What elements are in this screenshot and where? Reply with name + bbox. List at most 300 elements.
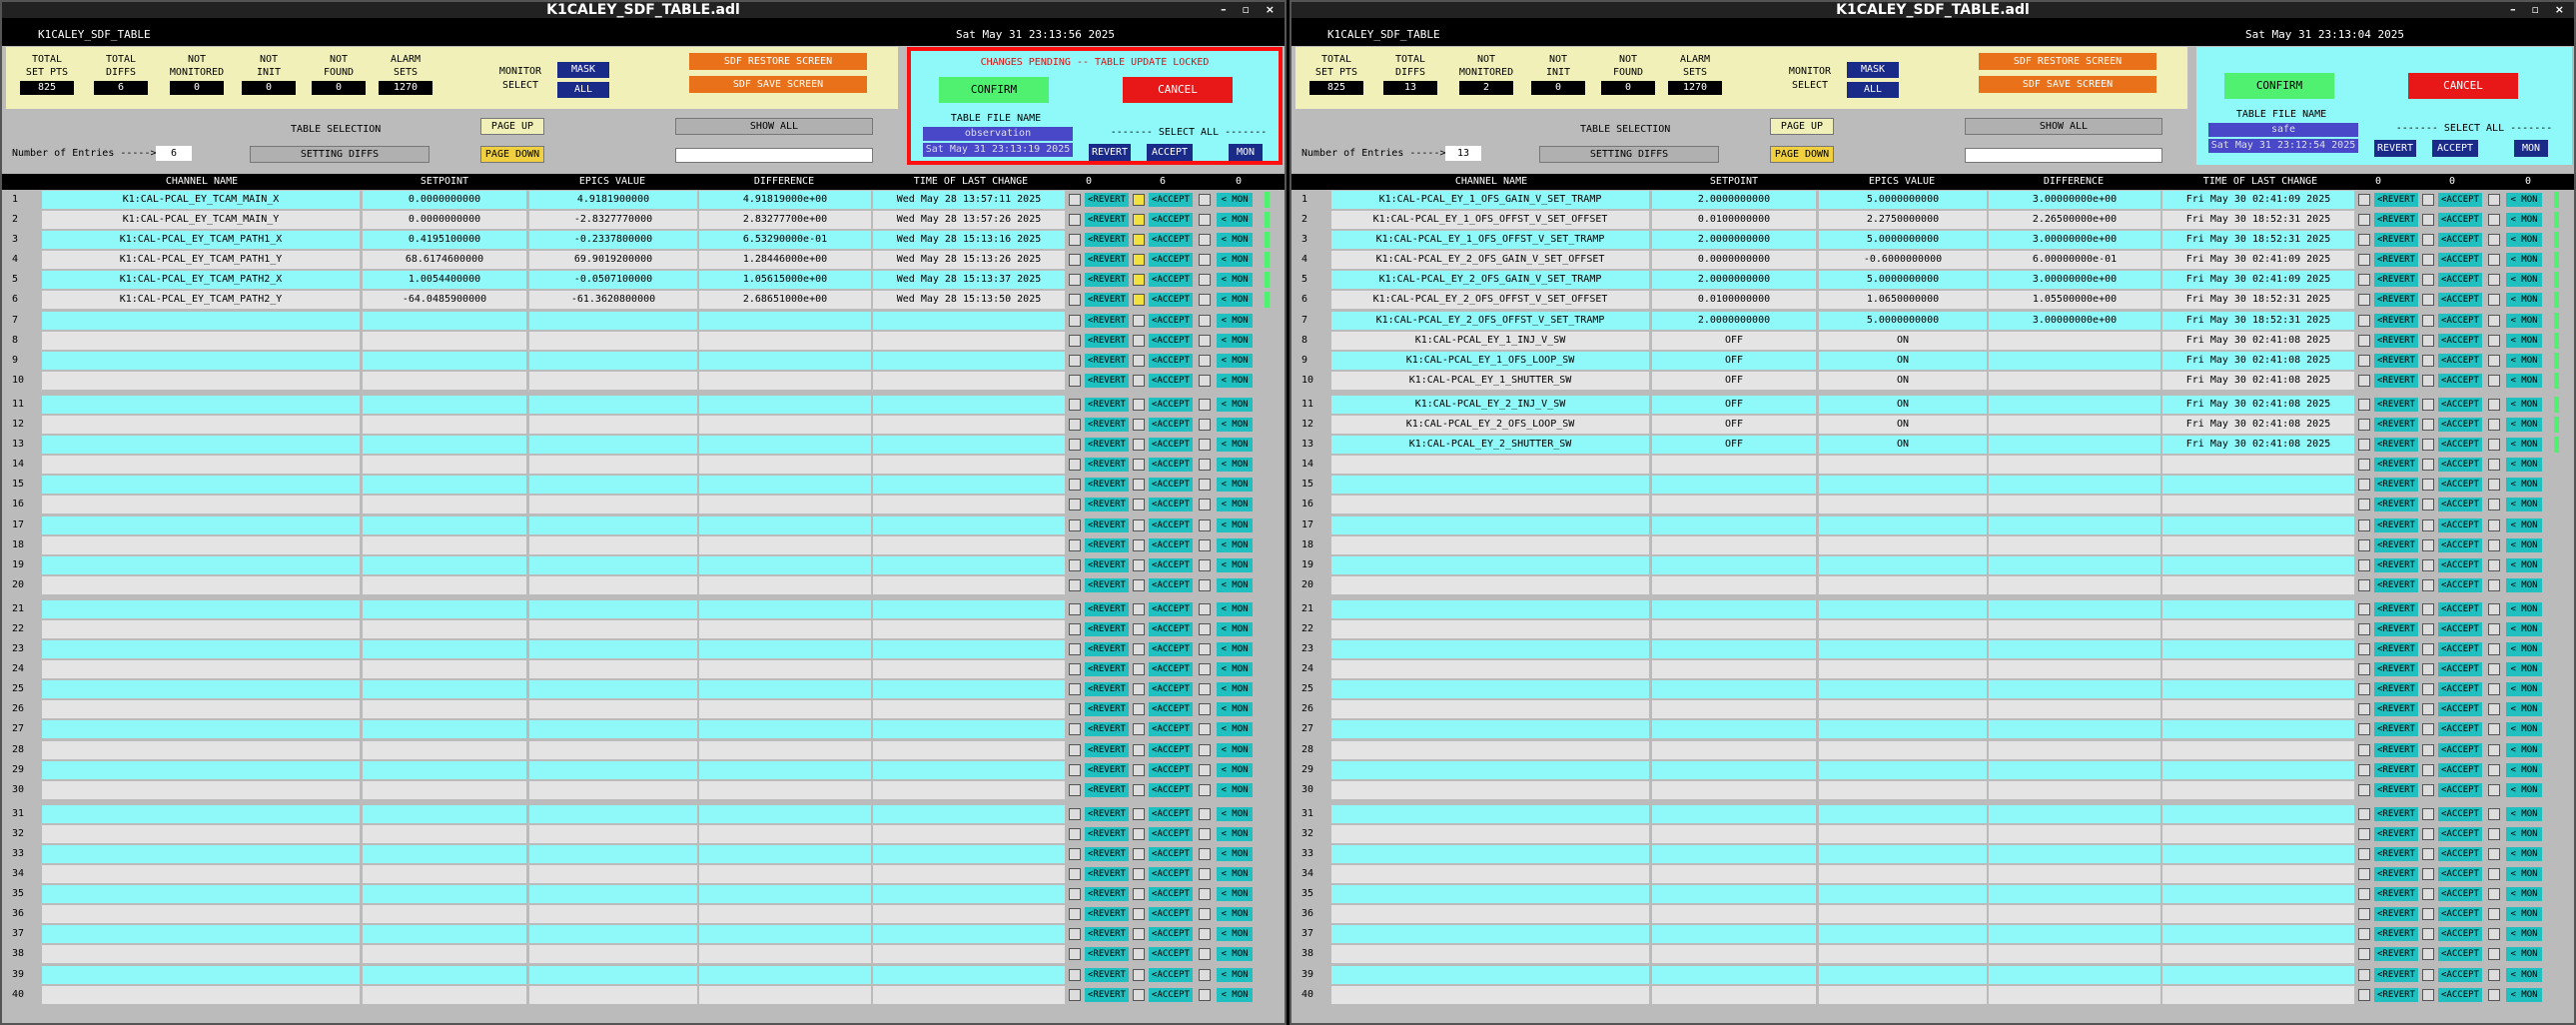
mon-checkbox[interactable] bbox=[2488, 439, 2500, 451]
mon-row-button[interactable]: < MON bbox=[1217, 314, 1253, 328]
accept-row-button[interactable]: <ACCEPT bbox=[2438, 418, 2482, 432]
accept-row-button[interactable]: <ACCEPT bbox=[1149, 314, 1193, 328]
accept-row-button[interactable]: <ACCEPT bbox=[1149, 538, 1193, 552]
mon-checkbox[interactable] bbox=[1199, 643, 1211, 655]
revert-row-button[interactable]: <REVERT bbox=[2374, 398, 2418, 412]
accept-checkbox[interactable] bbox=[1133, 539, 1145, 551]
accept-row-button[interactable]: <ACCEPT bbox=[2438, 538, 2482, 552]
mon-checkbox[interactable] bbox=[2488, 928, 2500, 940]
accept-checkbox[interactable] bbox=[1133, 703, 1145, 715]
revert-checkbox[interactable] bbox=[1069, 274, 1081, 286]
accept-checkbox[interactable] bbox=[2422, 928, 2434, 940]
revert-row-button[interactable]: <REVERT bbox=[2374, 578, 2418, 592]
revert-row-button[interactable]: <REVERT bbox=[2374, 907, 2418, 921]
accept-row-button[interactable]: <ACCEPT bbox=[1149, 193, 1193, 207]
revert-row-button[interactable]: <REVERT bbox=[1085, 907, 1129, 921]
accept-row-button[interactable]: <ACCEPT bbox=[1149, 334, 1193, 348]
mon-checkbox[interactable] bbox=[2488, 623, 2500, 635]
accept-row-button[interactable]: <ACCEPT bbox=[1149, 213, 1193, 227]
revert-checkbox[interactable] bbox=[2358, 399, 2370, 411]
revert-checkbox[interactable] bbox=[1069, 623, 1081, 635]
mon-row-button[interactable]: < MON bbox=[2506, 213, 2542, 227]
accept-checkbox[interactable] bbox=[2422, 375, 2434, 387]
sdf-restore-button[interactable]: SDF RESTORE SCREEN bbox=[1979, 53, 2156, 70]
revert-row-button[interactable]: <REVERT bbox=[1085, 642, 1129, 656]
accept-checkbox[interactable] bbox=[2422, 623, 2434, 635]
mon-row-button[interactable]: < MON bbox=[2506, 682, 2542, 696]
accept-checkbox[interactable] bbox=[2422, 888, 2434, 900]
accept-row-button[interactable]: <ACCEPT bbox=[2438, 398, 2482, 412]
mon-checkbox[interactable] bbox=[1199, 683, 1211, 695]
accept-checkbox[interactable] bbox=[2422, 848, 2434, 860]
revert-row-button[interactable]: <REVERT bbox=[1085, 602, 1129, 616]
mon-row-button[interactable]: < MON bbox=[1217, 438, 1253, 452]
revert-checkbox[interactable] bbox=[2358, 989, 2370, 1001]
mon-row-button[interactable]: < MON bbox=[1217, 783, 1253, 797]
accept-checkbox[interactable] bbox=[2422, 744, 2434, 756]
revert-row-button[interactable]: <REVERT bbox=[2374, 662, 2418, 676]
revert-checkbox[interactable] bbox=[1069, 928, 1081, 940]
revert-checkbox[interactable] bbox=[2358, 375, 2370, 387]
mon-checkbox[interactable] bbox=[1199, 194, 1211, 206]
revert-checkbox[interactable] bbox=[2358, 808, 2370, 820]
accept-row-button[interactable]: <ACCEPT bbox=[1149, 988, 1193, 1002]
table-selection-dropdown[interactable]: SETTING DIFFS bbox=[250, 146, 429, 163]
revert-row-button[interactable]: <REVERT bbox=[2374, 827, 2418, 841]
accept-row-button[interactable]: <ACCEPT bbox=[1149, 827, 1193, 841]
revert-row-button[interactable]: <REVERT bbox=[1085, 887, 1129, 901]
revert-checkbox[interactable] bbox=[2358, 948, 2370, 960]
mon-row-button[interactable]: < MON bbox=[2506, 418, 2542, 432]
accept-row-button[interactable]: <ACCEPT bbox=[2438, 622, 2482, 636]
mon-row-button[interactable]: < MON bbox=[1217, 578, 1253, 592]
mon-checkbox[interactable] bbox=[2488, 234, 2500, 246]
mask-button[interactable]: MASK bbox=[557, 62, 609, 78]
revert-checkbox[interactable] bbox=[2358, 723, 2370, 735]
mon-checkbox[interactable] bbox=[1199, 868, 1211, 880]
revert-checkbox[interactable] bbox=[1069, 603, 1081, 615]
cancel-button[interactable]: CANCEL bbox=[2408, 73, 2518, 99]
accept-row-button[interactable]: <ACCEPT bbox=[2438, 273, 2482, 287]
mon-checkbox[interactable] bbox=[1199, 848, 1211, 860]
mon-checkbox[interactable] bbox=[1199, 908, 1211, 920]
revert-checkbox[interactable] bbox=[1069, 254, 1081, 266]
revert-checkbox[interactable] bbox=[1069, 315, 1081, 327]
select-all-accept-button[interactable]: ACCEPT bbox=[2432, 140, 2478, 157]
accept-checkbox[interactable] bbox=[2422, 315, 2434, 327]
mon-row-button[interactable]: < MON bbox=[1217, 722, 1253, 736]
accept-row-button[interactable]: <ACCEPT bbox=[1149, 702, 1193, 716]
mon-checkbox[interactable] bbox=[1199, 559, 1211, 571]
revert-row-button[interactable]: <REVERT bbox=[1085, 558, 1129, 572]
accept-checkbox[interactable] bbox=[2422, 683, 2434, 695]
revert-row-button[interactable]: <REVERT bbox=[1085, 783, 1129, 797]
accept-checkbox[interactable] bbox=[1133, 399, 1145, 411]
revert-checkbox[interactable] bbox=[2358, 623, 2370, 635]
mon-row-button[interactable]: < MON bbox=[1217, 478, 1253, 492]
mon-checkbox[interactable] bbox=[1199, 335, 1211, 347]
mon-checkbox[interactable] bbox=[1199, 989, 1211, 1001]
mon-row-button[interactable]: < MON bbox=[1217, 622, 1253, 636]
revert-row-button[interactable]: <REVERT bbox=[2374, 213, 2418, 227]
revert-row-button[interactable]: <REVERT bbox=[1085, 722, 1129, 736]
mon-row-button[interactable]: < MON bbox=[2506, 702, 2542, 716]
accept-checkbox[interactable] bbox=[2422, 808, 2434, 820]
accept-row-button[interactable]: <ACCEPT bbox=[1149, 374, 1193, 388]
mon-checkbox[interactable] bbox=[1199, 764, 1211, 776]
revert-row-button[interactable]: <REVERT bbox=[2374, 947, 2418, 961]
accept-checkbox[interactable] bbox=[1133, 335, 1145, 347]
accept-checkbox[interactable] bbox=[2422, 355, 2434, 367]
accept-row-button[interactable]: <ACCEPT bbox=[1149, 622, 1193, 636]
accept-checkbox[interactable] bbox=[1133, 744, 1145, 756]
revert-row-button[interactable]: <REVERT bbox=[2374, 988, 2418, 1002]
accept-checkbox[interactable] bbox=[2422, 828, 2434, 840]
revert-checkbox[interactable] bbox=[2358, 908, 2370, 920]
revert-row-button[interactable]: <REVERT bbox=[2374, 374, 2418, 388]
mon-row-button[interactable]: < MON bbox=[1217, 538, 1253, 552]
revert-checkbox[interactable] bbox=[1069, 539, 1081, 551]
accept-row-button[interactable]: <ACCEPT bbox=[2438, 763, 2482, 777]
show-all-dropdown[interactable]: SHOW ALL bbox=[1965, 118, 2162, 135]
revert-row-button[interactable]: <REVERT bbox=[2374, 602, 2418, 616]
accept-checkbox[interactable] bbox=[1133, 194, 1145, 206]
revert-row-button[interactable]: <REVERT bbox=[2374, 927, 2418, 941]
revert-checkbox[interactable] bbox=[1069, 214, 1081, 226]
filter-input[interactable] bbox=[675, 148, 873, 163]
revert-checkbox[interactable] bbox=[2358, 519, 2370, 531]
revert-checkbox[interactable] bbox=[1069, 969, 1081, 981]
accept-checkbox[interactable] bbox=[2422, 439, 2434, 451]
mon-row-button[interactable]: < MON bbox=[2506, 293, 2542, 307]
accept-checkbox[interactable] bbox=[1133, 723, 1145, 735]
revert-checkbox[interactable] bbox=[1069, 519, 1081, 531]
accept-checkbox[interactable] bbox=[2422, 723, 2434, 735]
mon-row-button[interactable]: < MON bbox=[2506, 602, 2542, 616]
revert-row-button[interactable]: <REVERT bbox=[1085, 538, 1129, 552]
revert-row-button[interactable]: <REVERT bbox=[1085, 927, 1129, 941]
accept-row-button[interactable]: <ACCEPT bbox=[1149, 847, 1193, 861]
revert-row-button[interactable]: <REVERT bbox=[1085, 498, 1129, 512]
revert-checkbox[interactable] bbox=[2358, 479, 2370, 491]
mon-checkbox[interactable] bbox=[2488, 663, 2500, 675]
mon-checkbox[interactable] bbox=[2488, 744, 2500, 756]
accept-row-button[interactable]: <ACCEPT bbox=[2438, 233, 2482, 247]
accept-checkbox[interactable] bbox=[1133, 663, 1145, 675]
revert-checkbox[interactable] bbox=[1069, 355, 1081, 367]
accept-checkbox[interactable] bbox=[1133, 683, 1145, 695]
mon-checkbox[interactable] bbox=[2488, 989, 2500, 1001]
page-up-button[interactable]: PAGE UP bbox=[1770, 118, 1834, 135]
revert-checkbox[interactable] bbox=[2358, 663, 2370, 675]
revert-row-button[interactable]: <REVERT bbox=[1085, 807, 1129, 821]
mon-row-button[interactable]: < MON bbox=[2506, 578, 2542, 592]
revert-row-button[interactable]: <REVERT bbox=[1085, 398, 1129, 412]
revert-row-button[interactable]: <REVERT bbox=[2374, 968, 2418, 982]
accept-row-button[interactable]: <ACCEPT bbox=[1149, 293, 1193, 307]
accept-row-button[interactable]: <ACCEPT bbox=[1149, 722, 1193, 736]
accept-row-button[interactable]: <ACCEPT bbox=[2438, 722, 2482, 736]
accept-checkbox[interactable] bbox=[1133, 375, 1145, 387]
mon-checkbox[interactable] bbox=[1199, 274, 1211, 286]
mon-row-button[interactable]: < MON bbox=[1217, 558, 1253, 572]
revert-row-button[interactable]: <REVERT bbox=[2374, 334, 2418, 348]
accept-row-button[interactable]: <ACCEPT bbox=[1149, 763, 1193, 777]
revert-row-button[interactable]: <REVERT bbox=[2374, 354, 2418, 368]
revert-checkbox[interactable] bbox=[1069, 643, 1081, 655]
accept-checkbox[interactable] bbox=[1133, 459, 1145, 471]
accept-checkbox[interactable] bbox=[1133, 928, 1145, 940]
select-all-mon-button[interactable]: MON bbox=[1229, 144, 1263, 161]
accept-row-button[interactable]: <ACCEPT bbox=[1149, 968, 1193, 982]
revert-row-button[interactable]: <REVERT bbox=[1085, 354, 1129, 368]
cancel-button[interactable]: CANCEL bbox=[1123, 77, 1233, 103]
revert-row-button[interactable]: <REVERT bbox=[1085, 743, 1129, 757]
mon-checkbox[interactable] bbox=[2488, 723, 2500, 735]
mon-row-button[interactable]: < MON bbox=[1217, 374, 1253, 388]
accept-row-button[interactable]: <ACCEPT bbox=[2438, 438, 2482, 452]
revert-checkbox[interactable] bbox=[1069, 375, 1081, 387]
accept-row-button[interactable]: <ACCEPT bbox=[2438, 927, 2482, 941]
accept-row-button[interactable]: <ACCEPT bbox=[2438, 682, 2482, 696]
accept-checkbox[interactable] bbox=[2422, 764, 2434, 776]
select-all-mon-button[interactable]: MON bbox=[2514, 140, 2548, 157]
revert-row-button[interactable]: <REVERT bbox=[2374, 458, 2418, 472]
accept-row-button[interactable]: <ACCEPT bbox=[1149, 947, 1193, 961]
accept-row-button[interactable]: <ACCEPT bbox=[2438, 702, 2482, 716]
revert-row-button[interactable]: <REVERT bbox=[1085, 682, 1129, 696]
accept-row-button[interactable]: <ACCEPT bbox=[1149, 273, 1193, 287]
mon-checkbox[interactable] bbox=[1199, 969, 1211, 981]
mon-checkbox[interactable] bbox=[1199, 928, 1211, 940]
accept-row-button[interactable]: <ACCEPT bbox=[1149, 682, 1193, 696]
revert-checkbox[interactable] bbox=[2358, 315, 2370, 327]
mon-row-button[interactable]: < MON bbox=[1217, 518, 1253, 532]
select-all-accept-button[interactable]: ACCEPT bbox=[1147, 144, 1193, 161]
revert-checkbox[interactable] bbox=[1069, 723, 1081, 735]
accept-row-button[interactable]: <ACCEPT bbox=[2438, 743, 2482, 757]
mon-row-button[interactable]: < MON bbox=[2506, 642, 2542, 656]
revert-checkbox[interactable] bbox=[2358, 603, 2370, 615]
accept-row-button[interactable]: <ACCEPT bbox=[2438, 827, 2482, 841]
revert-row-button[interactable]: <REVERT bbox=[1085, 662, 1129, 676]
accept-checkbox[interactable] bbox=[2422, 399, 2434, 411]
accept-row-button[interactable]: <ACCEPT bbox=[1149, 518, 1193, 532]
mon-row-button[interactable]: < MON bbox=[2506, 622, 2542, 636]
revert-checkbox[interactable] bbox=[2358, 355, 2370, 367]
revert-row-button[interactable]: <REVERT bbox=[2374, 518, 2418, 532]
mon-row-button[interactable]: < MON bbox=[1217, 253, 1253, 267]
mon-checkbox[interactable] bbox=[1199, 744, 1211, 756]
revert-row-button[interactable]: <REVERT bbox=[1085, 193, 1129, 207]
revert-checkbox[interactable] bbox=[2358, 459, 2370, 471]
revert-row-button[interactable]: <REVERT bbox=[2374, 722, 2418, 736]
mon-row-button[interactable]: < MON bbox=[2506, 867, 2542, 881]
revert-checkbox[interactable] bbox=[1069, 784, 1081, 796]
mon-checkbox[interactable] bbox=[1199, 703, 1211, 715]
revert-row-button[interactable]: <REVERT bbox=[1085, 947, 1129, 961]
accept-row-button[interactable]: <ACCEPT bbox=[2438, 867, 2482, 881]
mon-checkbox[interactable] bbox=[2488, 375, 2500, 387]
mon-checkbox[interactable] bbox=[1199, 603, 1211, 615]
mon-row-button[interactable]: < MON bbox=[2506, 498, 2542, 512]
mon-checkbox[interactable] bbox=[2488, 214, 2500, 226]
mon-row-button[interactable]: < MON bbox=[1217, 662, 1253, 676]
revert-row-button[interactable]: <REVERT bbox=[1085, 578, 1129, 592]
accept-checkbox[interactable] bbox=[1133, 868, 1145, 880]
accept-row-button[interactable]: <ACCEPT bbox=[2438, 887, 2482, 901]
revert-checkbox[interactable] bbox=[1069, 908, 1081, 920]
revert-row-button[interactable]: <REVERT bbox=[1085, 334, 1129, 348]
revert-checkbox[interactable] bbox=[2358, 419, 2370, 431]
revert-checkbox[interactable] bbox=[2358, 294, 2370, 306]
mon-row-button[interactable]: < MON bbox=[1217, 867, 1253, 881]
accept-row-button[interactable]: <ACCEPT bbox=[2438, 988, 2482, 1002]
accept-checkbox[interactable] bbox=[2422, 274, 2434, 286]
accept-row-button[interactable]: <ACCEPT bbox=[2438, 253, 2482, 267]
table-selection-dropdown[interactable]: SETTING DIFFS bbox=[1539, 146, 1719, 163]
accept-checkbox[interactable] bbox=[1133, 559, 1145, 571]
mon-checkbox[interactable] bbox=[2488, 703, 2500, 715]
all-button[interactable]: ALL bbox=[557, 82, 609, 98]
accept-checkbox[interactable] bbox=[1133, 439, 1145, 451]
accept-checkbox[interactable] bbox=[1133, 603, 1145, 615]
accept-checkbox[interactable] bbox=[2422, 419, 2434, 431]
accept-checkbox[interactable] bbox=[1133, 908, 1145, 920]
mon-row-button[interactable]: < MON bbox=[2506, 253, 2542, 267]
accept-row-button[interactable]: <ACCEPT bbox=[2438, 907, 2482, 921]
revert-row-button[interactable]: <REVERT bbox=[1085, 314, 1129, 328]
select-all-revert-button[interactable]: REVERT bbox=[2374, 140, 2416, 157]
mon-checkbox[interactable] bbox=[1199, 479, 1211, 491]
revert-checkbox[interactable] bbox=[1069, 234, 1081, 246]
mon-row-button[interactable]: < MON bbox=[2506, 398, 2542, 412]
mon-row-button[interactable]: < MON bbox=[2506, 907, 2542, 921]
mask-button[interactable]: MASK bbox=[1847, 62, 1899, 78]
mon-row-button[interactable]: < MON bbox=[1217, 682, 1253, 696]
mon-checkbox[interactable] bbox=[1199, 519, 1211, 531]
accept-row-button[interactable]: <ACCEPT bbox=[2438, 374, 2482, 388]
mon-checkbox[interactable] bbox=[1199, 723, 1211, 735]
mon-row-button[interactable]: < MON bbox=[1217, 702, 1253, 716]
mon-row-button[interactable]: < MON bbox=[1217, 927, 1253, 941]
accept-checkbox[interactable] bbox=[2422, 234, 2434, 246]
mon-row-button[interactable]: < MON bbox=[1217, 887, 1253, 901]
revert-checkbox[interactable] bbox=[1069, 499, 1081, 511]
accept-checkbox[interactable] bbox=[2422, 643, 2434, 655]
accept-checkbox[interactable] bbox=[2422, 459, 2434, 471]
accept-row-button[interactable]: <ACCEPT bbox=[2438, 947, 2482, 961]
mon-row-button[interactable]: < MON bbox=[2506, 968, 2542, 982]
mon-checkbox[interactable] bbox=[1199, 399, 1211, 411]
revert-checkbox[interactable] bbox=[1069, 808, 1081, 820]
revert-checkbox[interactable] bbox=[2358, 888, 2370, 900]
revert-row-button[interactable]: <REVERT bbox=[2374, 273, 2418, 287]
mon-row-button[interactable]: < MON bbox=[1217, 498, 1253, 512]
confirm-button[interactable]: CONFIRM bbox=[2224, 73, 2334, 99]
revert-row-button[interactable]: <REVERT bbox=[2374, 293, 2418, 307]
accept-row-button[interactable]: <ACCEPT bbox=[1149, 418, 1193, 432]
revert-checkbox[interactable] bbox=[1069, 419, 1081, 431]
accept-checkbox[interactable] bbox=[2422, 539, 2434, 551]
revert-checkbox[interactable] bbox=[1069, 888, 1081, 900]
mon-row-button[interactable]: < MON bbox=[1217, 988, 1253, 1002]
mon-row-button[interactable]: < MON bbox=[1217, 827, 1253, 841]
accept-checkbox[interactable] bbox=[1133, 254, 1145, 266]
accept-checkbox[interactable] bbox=[2422, 989, 2434, 1001]
accept-checkbox[interactable] bbox=[1133, 355, 1145, 367]
select-all-revert-button[interactable]: REVERT bbox=[1089, 144, 1131, 161]
page-down-button[interactable]: PAGE DOWN bbox=[1770, 146, 1834, 163]
mon-row-button[interactable]: < MON bbox=[1217, 398, 1253, 412]
mon-checkbox[interactable] bbox=[2488, 419, 2500, 431]
mon-row-button[interactable]: < MON bbox=[1217, 233, 1253, 247]
all-button[interactable]: ALL bbox=[1847, 82, 1899, 98]
mon-row-button[interactable]: < MON bbox=[2506, 354, 2542, 368]
mon-row-button[interactable]: < MON bbox=[2506, 827, 2542, 841]
mon-row-button[interactable]: < MON bbox=[1217, 907, 1253, 921]
revert-row-button[interactable]: <REVERT bbox=[2374, 887, 2418, 901]
mon-checkbox[interactable] bbox=[2488, 254, 2500, 266]
revert-row-button[interactable]: <REVERT bbox=[2374, 233, 2418, 247]
mon-checkbox[interactable] bbox=[1199, 784, 1211, 796]
revert-checkbox[interactable] bbox=[1069, 764, 1081, 776]
revert-checkbox[interactable] bbox=[1069, 948, 1081, 960]
accept-row-button[interactable]: <ACCEPT bbox=[2438, 847, 2482, 861]
accept-checkbox[interactable] bbox=[2422, 254, 2434, 266]
accept-row-button[interactable]: <ACCEPT bbox=[1149, 602, 1193, 616]
revert-row-button[interactable]: <REVERT bbox=[2374, 682, 2418, 696]
accept-checkbox[interactable] bbox=[1133, 969, 1145, 981]
accept-row-button[interactable]: <ACCEPT bbox=[2438, 518, 2482, 532]
accept-row-button[interactable]: <ACCEPT bbox=[2438, 193, 2482, 207]
revert-checkbox[interactable] bbox=[2358, 214, 2370, 226]
mon-checkbox[interactable] bbox=[1199, 294, 1211, 306]
revert-checkbox[interactable] bbox=[2358, 274, 2370, 286]
mon-checkbox[interactable] bbox=[1199, 499, 1211, 511]
mon-checkbox[interactable] bbox=[2488, 519, 2500, 531]
revert-checkbox[interactable] bbox=[2358, 499, 2370, 511]
revert-checkbox[interactable] bbox=[2358, 784, 2370, 796]
mon-row-button[interactable]: < MON bbox=[1217, 354, 1253, 368]
sdf-restore-button[interactable]: SDF RESTORE SCREEN bbox=[689, 53, 867, 70]
mon-row-button[interactable]: < MON bbox=[1217, 602, 1253, 616]
window-controls[interactable]: – ▫ × bbox=[2510, 3, 2570, 16]
revert-row-button[interactable]: <REVERT bbox=[2374, 622, 2418, 636]
revert-checkbox[interactable] bbox=[2358, 335, 2370, 347]
mon-row-button[interactable]: < MON bbox=[1217, 458, 1253, 472]
mon-checkbox[interactable] bbox=[1199, 663, 1211, 675]
revert-row-button[interactable]: <REVERT bbox=[1085, 213, 1129, 227]
revert-checkbox[interactable] bbox=[2358, 539, 2370, 551]
accept-row-button[interactable]: <ACCEPT bbox=[1149, 743, 1193, 757]
accept-checkbox[interactable] bbox=[1133, 294, 1145, 306]
mon-row-button[interactable]: < MON bbox=[2506, 374, 2542, 388]
revert-row-button[interactable]: <REVERT bbox=[2374, 763, 2418, 777]
revert-row-button[interactable]: <REVERT bbox=[1085, 827, 1129, 841]
accept-checkbox[interactable] bbox=[1133, 989, 1145, 1001]
revert-checkbox[interactable] bbox=[1069, 479, 1081, 491]
accept-checkbox[interactable] bbox=[2422, 784, 2434, 796]
accept-checkbox[interactable] bbox=[1133, 274, 1145, 286]
revert-checkbox[interactable] bbox=[1069, 399, 1081, 411]
revert-checkbox[interactable] bbox=[1069, 194, 1081, 206]
mon-checkbox[interactable] bbox=[2488, 784, 2500, 796]
revert-row-button[interactable]: <REVERT bbox=[2374, 558, 2418, 572]
revert-row-button[interactable]: <REVERT bbox=[1085, 763, 1129, 777]
mon-row-button[interactable]: < MON bbox=[1217, 642, 1253, 656]
mon-checkbox[interactable] bbox=[2488, 499, 2500, 511]
